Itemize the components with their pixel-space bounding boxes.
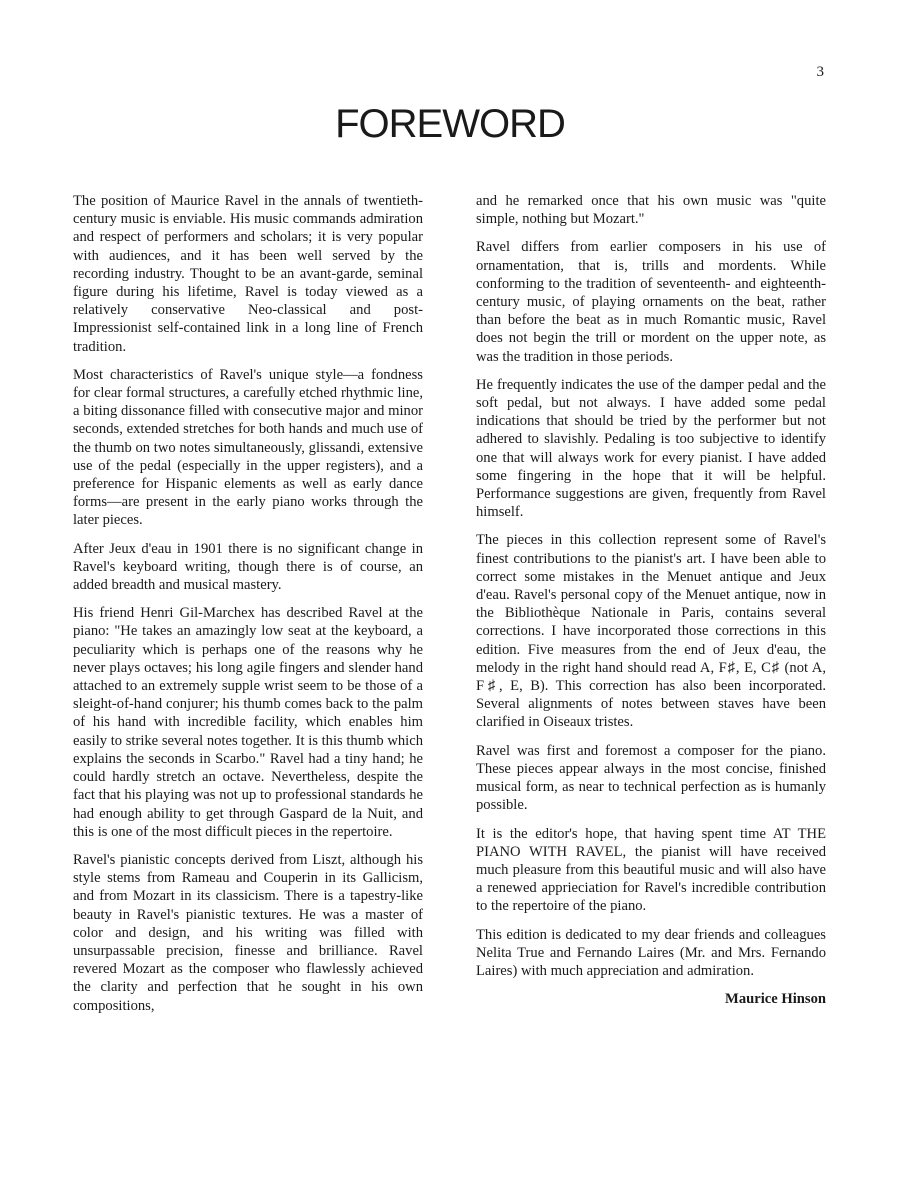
right-column	[476, 192, 826, 1008]
paragraph: This edition is dedicated to my dear friends and colleagues Nelita True and Fernando Laires (Mr. and Mrs. Fernando Laires) with much appreciation and admiration.	[476, 926, 826, 979]
paragraph: Ravel differs from earlier composers in his use of ornamentation, that is, trills and mordents. While conforming to the tradition of seventeenth- and eighteenth-century music, of playing ornaments on the beat, rather than before the beat as in much Romantic music, Ravel does not begin the trill or mordent on the upper note, as was the tradition in those periods.	[476, 239, 826, 365]
paragraph: Most characteristics of Ravel's unique style—a fondness for clear formal structures, a carefully etched rhythmic line, a biting dissonance filled with consecutive major and minor seconds, extended stretches for both hands and much use of the thumb on two notes simultaneously, glissandi, extensive use of the pedal (especially in the upper registers), and a preference for Hispanic elements as well as early dance forms—are present in the early piano works through the later pieces.	[73, 366, 423, 529]
paragraph: His friend Henri Gil-Marchex has described Ravel at the piano: "He takes an amazingly low seat at the keyboard, a peculiarity which is perhaps one of the reasons why he never plays octaves; his long agile fingers and slender hand attached to an extremely supple wrist seem to be those of a sleight-of-hand conjurer; his thumb comes back to the palm of his hand with incredible facility, which enables him easily to strike several notes together. It is this thumb which explains the seconds in Scarbo." Ravel had a tiny hand; he could hardly stretch an octave. Nevertheless, despite the fact that his playing was not up to professional standards he had enough ability to get through Gaspard de la Nuit, and this is one of the most difficult pieces in the repertoire.	[73, 605, 423, 840]
paragraph: It is the editor's hope, that having spent time AT THE PIANO WITH RAVEL, the pianist will have received much pleasure from this beautiful music and will also have a renewed apprieciation for Ravel's incredible contribution to the repertoire of the piano.	[476, 825, 826, 915]
page-number: 3	[816, 64, 824, 80]
left-column	[73, 192, 423, 1025]
paragraph: Ravel was first and foremost a composer for the piano. These pieces appear always in the most concise, finished musical form, as near to technical perfection as is humanly possible.	[476, 742, 826, 814]
paragraph: He frequently indicates the use of the damper pedal and the soft pedal, but not always. I have added some pedal indications that should be tried by the performer but not adhered to slavishly. Pedaling is too subjective to identify one that will always work for every pianist. I have added some fingering in the hope that it will be helpful. Performance suggestions are given, frequently from Ravel himself.	[476, 376, 826, 521]
signature: Maurice Hinson	[725, 991, 826, 1008]
page-title: FOREWORD	[335, 102, 565, 146]
paragraph: and he remarked once that his own music was "quite simple, nothing but Mozart."	[476, 193, 826, 228]
paragraph: Ravel's pianistic concepts derived from Liszt, although his style stems from Rameau and Couperin in its Gallicism, and from Mozart in its classicism. There is a tapestry-like beauty in Ravel's pianistic textures. He was a master of color and design, and his writing was filled with unsurpassable precision, finesse and brilliance. Ravel revered Mozart as the composer who flawlessly achieved the clarity and perfection that he sought in his own compositions,	[73, 851, 423, 1014]
paragraph: The position of Maurice Ravel in the annals of twentieth-century music is enviable. His music commands admiration and respect of performers and scholars; it is very popular with audiences, and it has been well served by the recording industry. Thought to be an avant-garde, seminal figure during his lifetime, Ravel is today viewed as a relatively conservative Neo-classical and post-Impressionist self-contained link in a long line of French tradition.	[73, 193, 423, 355]
paragraph: After Jeux d'eau in 1901 there is no significant change in Ravel's keyboard writing, though there is of course, an added breadth and musical mastery.	[73, 540, 423, 594]
paragraph: The pieces in this collection represent some of Ravel's finest contributions to the pianist's art. I have been able to correct some mistakes in the Menuet antique and Jeux d'eau. Ravel's personal copy of the Menuet antique, now in the Bibliothèque Nationale in Paris, contains several corrections. I have incorporated those corrections in this edition. Five measures from the end of Jeux d'eau, the melody in the right hand should read A, F♯, E, C♯ (not A, F♯, E, B). This correction has also been incorporated. Several alignments of notes between staves have been clarified in Oiseaux tristes.	[476, 532, 826, 731]
